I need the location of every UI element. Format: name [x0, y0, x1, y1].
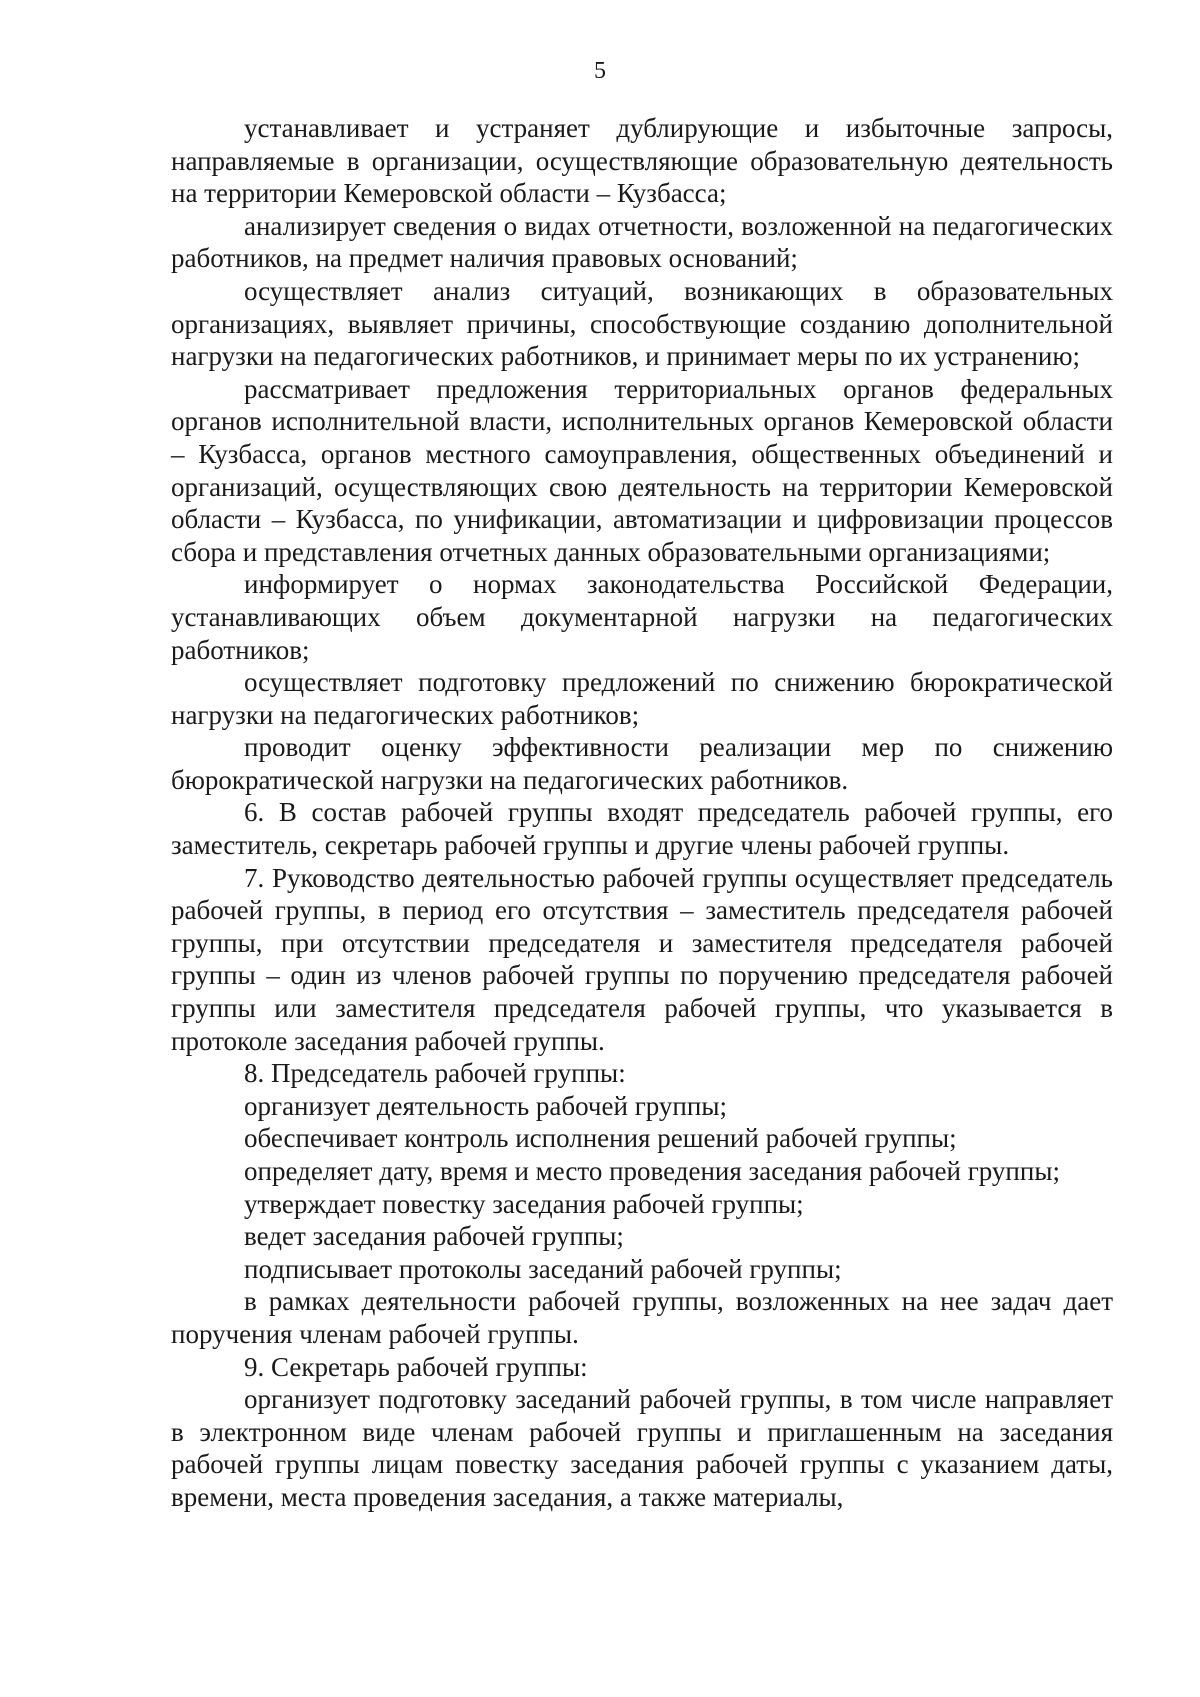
paragraph: анализирует сведения о видах отчетности, возложенной на педагогических работников, на предмет наличия правовых оснований;: [171, 210, 1113, 274]
paragraph: ведет заседания рабочей группы;: [244, 1221, 624, 1252]
paragraph: подписывает протоколы заседаний рабочей группы;: [244, 1253, 842, 1284]
paragraph: 7. Руководство деятельностью рабочей группы осуществляет председатель рабочей группы, в период его отсутствия – заместитель председателя рабочей группы, при отсутствии председателя и заместителя председателя рабочей группы – один из членов рабочей группы по поручению председателя рабочей группы или заместителя председателя рабочей группы, что указывается в протоколе заседания рабочей группы.: [171, 862, 1113, 1056]
paragraph: определяет дату, время и место проведения заседания рабочей группы;: [244, 1156, 1060, 1186]
paragraph: осуществляет анализ ситуаций, возникающих в образовательных организациях, выявляет причины, способствующие созданию дополнительной нагрузки на педагогических работников, и принимает меры по их устранению;: [171, 275, 1113, 372]
paragraph: устанавливает и устраняет дублирующие и избыточные запросы, направляемые в организации, осуществляющие образовательную деятельность на территории Кемеровской области – Кузбасса;: [171, 113, 1113, 209]
paragraph: 8. Председатель рабочей группы:: [244, 1058, 626, 1089]
paragraph: организует подготовку заседаний рабочей группы, в том числе направляет в электронном виде членам рабочей группы и приглашенным на заседания рабочей группы лицам повестку заседания рабочей группы с указанием даты, времени, места проведения заседания, а также материалы,: [171, 1384, 1113, 1512]
paragraph: осуществляет подготовку предложений по снижению бюрократической нагрузки на педагогических работников;: [171, 667, 1113, 730]
paragraph: организует деятельность рабочей группы;: [244, 1090, 727, 1121]
page-number: 5: [594, 58, 606, 84]
paragraph: проводит оценку эффективности реализации мер по снижению бюрократической нагрузки на педагогических работников.: [171, 732, 1113, 795]
paragraph: 6. В состав рабочей группы входят председатель рабочей группы, его заместитель, секретарь рабочей группы и другие члены рабочей группы.: [171, 797, 1113, 861]
paragraph: утверждает повестку заседания рабочей группы;: [244, 1188, 804, 1219]
paragraph: 9. Секретарь рабочей группы:: [244, 1351, 588, 1382]
paragraph: рассматривает предложения территориальных органов федеральных органов исполнительной власти, исполнительных органов Кемеровской области – Кузбасса, органов местного самоуправления, общественных объединений и организаций, осуществляющих свою деятельность на территории Кемеровской области – Кузбасса, по унификации, автоматизации и цифровизации процессов сбора и представления отчетных данных образовательными организациями;: [171, 373, 1113, 567]
paragraph: в рамках деятельности рабочей группы, возложенных на нее задач дает поручения членам рабочей группы.: [171, 1286, 1113, 1349]
paragraph: обеспечивает контроль исполнения решений рабочей группы;: [244, 1123, 957, 1154]
paragraph: информирует о нормах законодательства Российской Федерации, устанавливающих объем документарной нагрузки на педагогических работников;: [171, 569, 1113, 665]
document-body: [171, 112, 1113, 1514]
